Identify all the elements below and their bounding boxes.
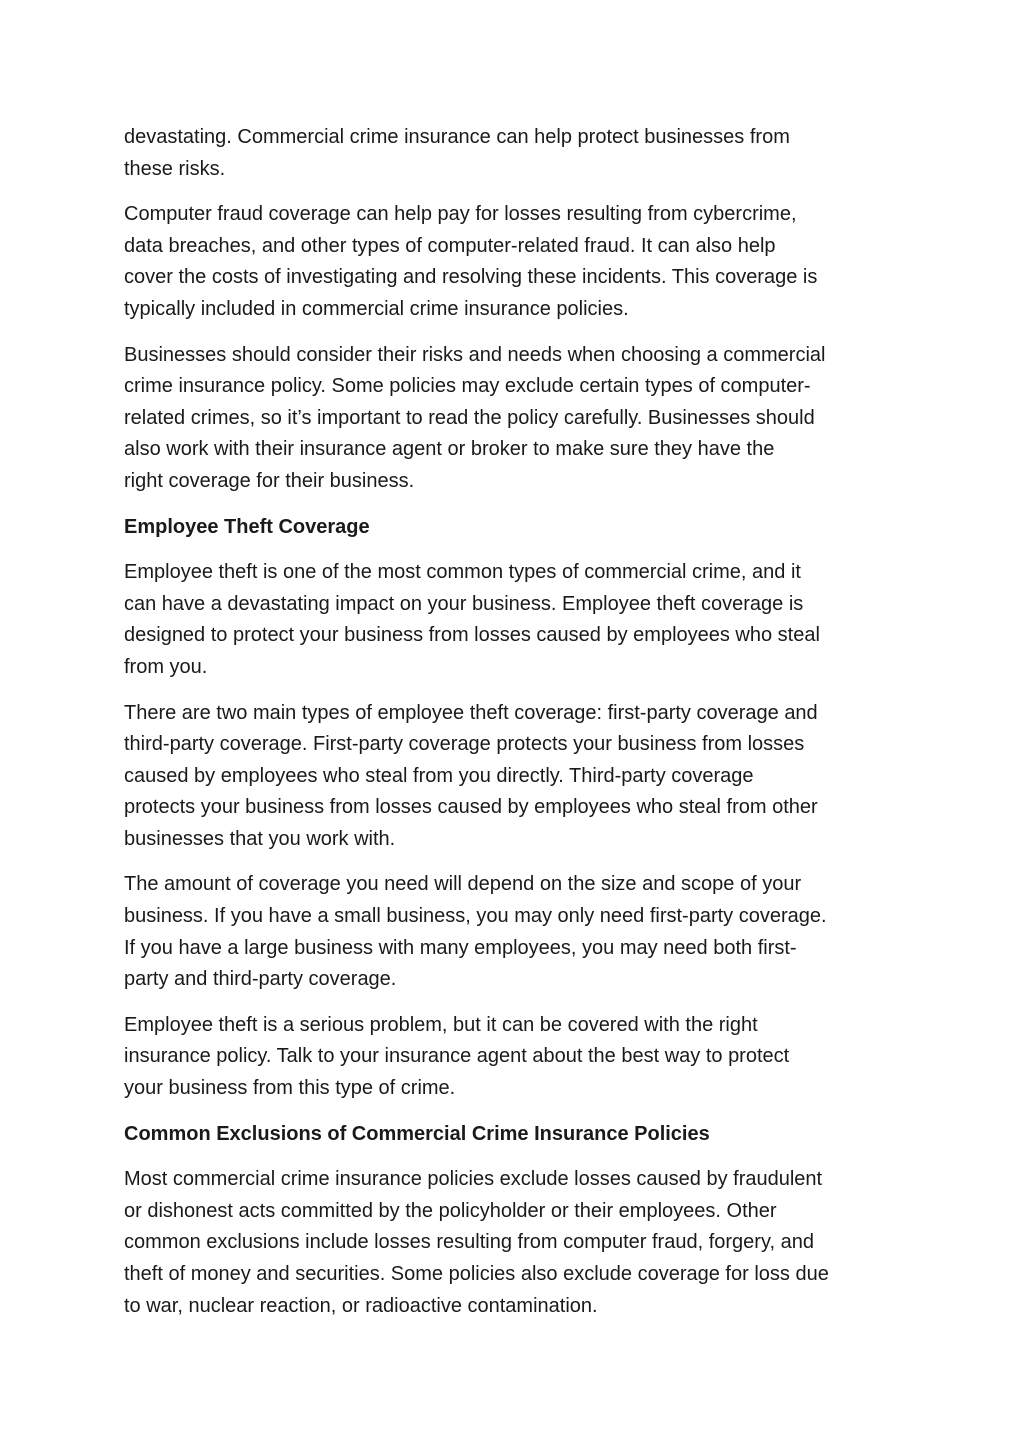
paragraph-line: devastating. Commercial crime insurance can help protect businesses from xyxy=(124,126,790,148)
paragraph-line: or dishonest acts committed by the policyholder or their employees. Other xyxy=(124,1199,777,1222)
paragraph-line: There are two main types of employee theft coverage: first-party coverage and xyxy=(124,701,818,724)
paragraph-line: Computer fraud coverage can help pay for losses resulting from cybercrime, xyxy=(124,203,797,226)
paragraph-line: protects your business from losses caused by employees who steal from other xyxy=(124,796,818,819)
paragraph-line: businesses that you work with. xyxy=(124,827,396,850)
paragraph-line: business. If you have a small business, you may only need first-party coverage. xyxy=(124,905,827,928)
paragraph-line: can have a devastating impact on your business. Employee theft coverage is xyxy=(124,592,804,615)
document-page xyxy=(124,122,914,1336)
paragraph-line: Employee theft is a serious problem, but it can be covered with the right xyxy=(124,1013,758,1036)
heading-text: Employee Theft Coverage xyxy=(124,515,370,538)
heading-text: Common Exclusions of Commercial Crime Insurance Policies xyxy=(124,1122,710,1145)
paragraph-line: theft of money and securities. Some policies also exclude coverage for loss due xyxy=(124,1263,829,1285)
paragraph-line: your business from this type of crime. xyxy=(124,1077,456,1100)
section-heading xyxy=(124,512,914,544)
body-paragraph xyxy=(124,340,914,498)
body-paragraph xyxy=(124,1164,914,1322)
paragraph-line: right coverage for their business. xyxy=(124,469,415,492)
paragraph-line: cover the costs of investigating and resolving these incidents. This coverage is xyxy=(124,266,818,289)
paragraph-line: from you. xyxy=(124,655,208,678)
paragraph-line: caused by employees who steal from you directly. Third-party coverage xyxy=(124,764,754,787)
body-paragraph xyxy=(124,869,914,995)
paragraph-line: The amount of coverage you need will depend on the size and scope of your xyxy=(124,873,802,896)
paragraph-line: typically included in commercial crime insurance policies. xyxy=(124,297,629,320)
paragraph-line: these risks. xyxy=(124,157,226,180)
paragraph-line: third-party coverage. First-party coverage protects your business from losses xyxy=(124,733,805,756)
paragraph-line: Most commercial crime insurance policies exclude losses caused by fraudulent xyxy=(124,1168,823,1191)
paragraph-line: designed to protect your business from losses caused by employees who steal xyxy=(124,624,820,647)
body-paragraph xyxy=(124,1010,914,1105)
paragraph-line: crime insurance policy. Some policies may exclude certain types of computer- xyxy=(124,375,811,398)
body-paragraph xyxy=(124,698,914,856)
paragraph-line: data breaches, and other types of computer-related fraud. It can also help xyxy=(124,234,776,257)
paragraph-line: insurance policy. Talk to your insurance agent about the best way to protect xyxy=(124,1045,790,1068)
paragraph-line: Employee theft is one of the most common types of commercial crime, and it xyxy=(124,561,801,584)
paragraph-line: common exclusions include losses resulting from computer fraud, forgery, and xyxy=(124,1231,814,1254)
paragraph-line: related crimes, so it’s important to read the policy carefully. Businesses should xyxy=(124,406,815,429)
paragraph-line: Businesses should consider their risks and needs when choosing a commercial xyxy=(124,343,826,366)
body-paragraph xyxy=(124,557,914,683)
body-paragraph xyxy=(124,199,914,325)
section-heading xyxy=(124,1119,914,1151)
paragraph-line: also work with their insurance agent or broker to make sure they have the xyxy=(124,438,775,461)
paragraph-line: party and third-party coverage. xyxy=(124,968,397,991)
paragraph-line: to war, nuclear reaction, or radioactive contamination. xyxy=(124,1294,598,1317)
paragraph-line: If you have a large business with many employees, you may need both first- xyxy=(124,936,797,959)
body-paragraph xyxy=(124,122,914,185)
